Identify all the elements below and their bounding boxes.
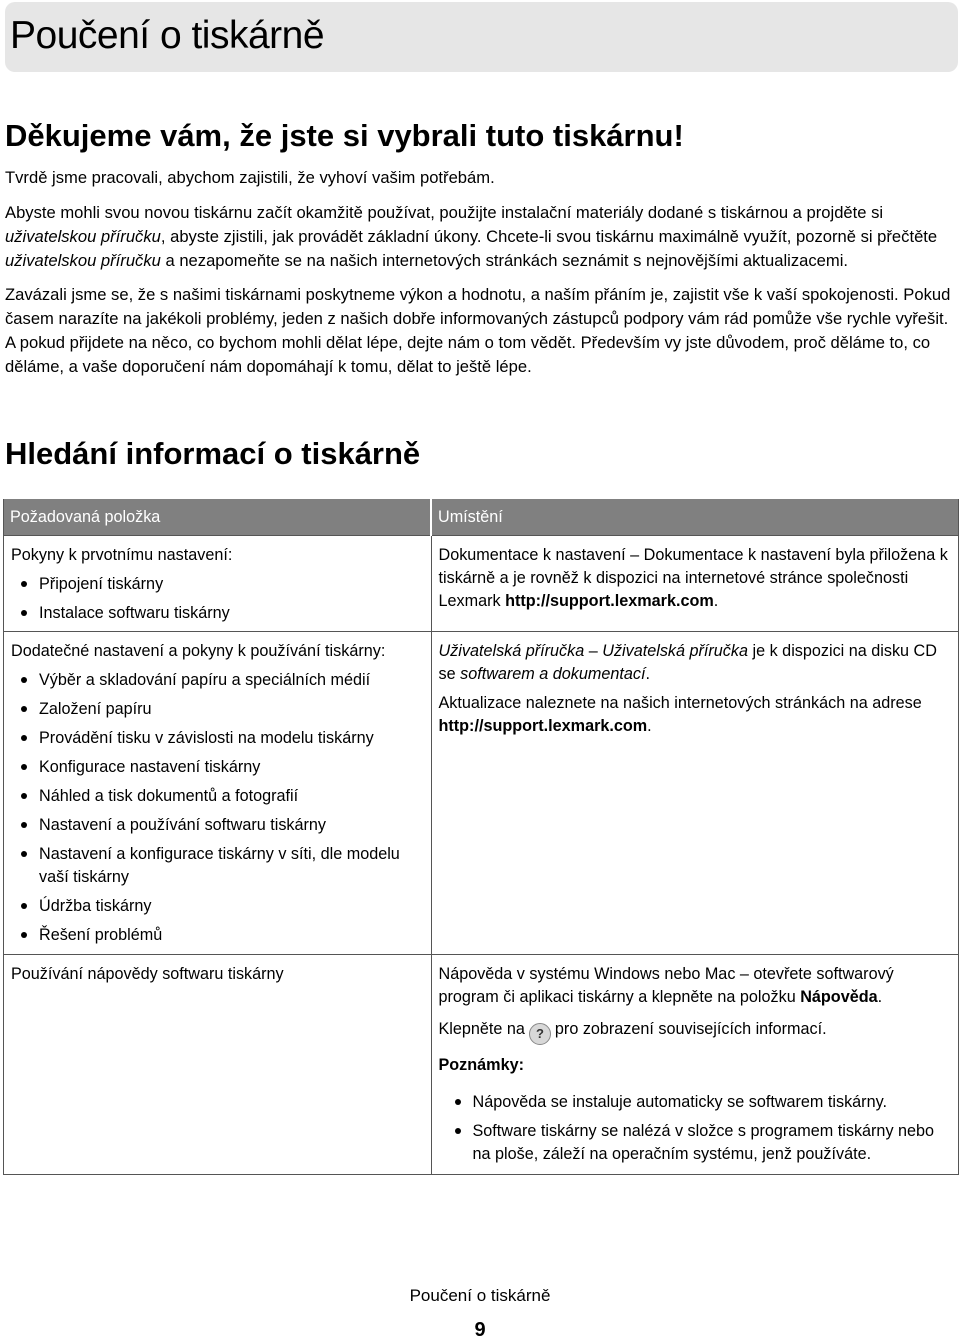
setup-text-2: , abyste zjistili, jak provádět základní úkony. Chcete-li svou tiskárnu maximálně využít, pozorně si přečtěte bbox=[160, 227, 938, 246]
list-item: Konfigurace nastavení tiskárny bbox=[11, 756, 425, 779]
lexmark-support-link[interactable]: http://support.lexmark.com bbox=[438, 717, 648, 735]
row1-bullet-list bbox=[11, 573, 425, 625]
user-guide-ref: Uživatelská příručka bbox=[438, 642, 585, 660]
help-menu-label: Nápověda bbox=[800, 988, 878, 1006]
notes-label: Poznámky: bbox=[438, 1056, 524, 1074]
thanks-heading: Děkujeme vám, že jste si vybrali tuto tiskárnu! bbox=[5, 118, 684, 153]
table-row bbox=[4, 955, 959, 1175]
table-row bbox=[4, 536, 959, 632]
software-cd-ref: softwarem a dokumentací bbox=[460, 665, 646, 683]
list-item: Řešení problémů bbox=[11, 924, 425, 947]
list-item: Založení papíru bbox=[11, 698, 425, 721]
row2-item-title: Dodatečné nastavení a pokyny k používání tiskárny: bbox=[11, 642, 386, 660]
click-prefix: Klepněte na bbox=[438, 1020, 525, 1038]
table-row bbox=[4, 632, 959, 955]
row1-location-desc: Dokumentace k nastavení – Dokumentace k nastavení byla přiložena k tiskárně a je rovněž k dispozici na internetové stránce společnosti Lexmark bbox=[438, 546, 948, 610]
help-desc: Nápověda v systému Windows nebo Mac – otevřete softwarový program či aplikaci tiskárny a klepněte na položku bbox=[438, 965, 894, 1006]
row3-item-title: Používání nápovědy softwaru tiskárny bbox=[11, 965, 284, 983]
table-cell-item bbox=[4, 955, 432, 1175]
page-number: 9 bbox=[474, 1319, 486, 1341]
table-cell-location bbox=[431, 632, 959, 955]
user-guide-ref-2: uživatelskou příručku bbox=[5, 251, 161, 270]
row3-help-text bbox=[439, 963, 953, 1009]
updates-text: Aktualizace naleznete na našich internetových stránkách na adrese bbox=[438, 694, 922, 712]
column-header-item: Požadovaná položka bbox=[4, 499, 432, 536]
info-heading: Hledání informací o tiskárně bbox=[5, 436, 421, 471]
list-item: Nastavení a používání softwaru tiskárny bbox=[11, 814, 425, 837]
help-desc-end: . bbox=[877, 988, 883, 1006]
lexmark-support-link[interactable]: http://support.lexmark.com bbox=[505, 592, 714, 610]
guide-location-text: je k dispozici na disku CD se bbox=[438, 642, 937, 683]
row2-location-updates bbox=[439, 692, 953, 738]
row2-bullet-list bbox=[11, 669, 425, 947]
main-content bbox=[5, 117, 959, 473]
info-table bbox=[3, 499, 959, 1175]
list-item: Výběr a skladování papíru a speciálních médií bbox=[11, 669, 425, 692]
guide-location-end: . bbox=[645, 665, 650, 683]
table-cell-location bbox=[431, 536, 959, 632]
row1-location-text bbox=[439, 544, 953, 613]
list-item: Nápověda se instaluje automaticky se softwarem tiskárny. bbox=[439, 1091, 953, 1114]
table-cell-item bbox=[4, 632, 432, 955]
user-guide-ref-1: uživatelskou příručku bbox=[5, 227, 161, 246]
commitment-paragraph: Zavázali jsme se, že s našimi tiskárnami poskytneme výkon a hodnotu, a naším přáním je, zajistit vše k vaší spokojenosti. Pokud časem narazíte na jakékoli problémy, jeden z našich dobře informovaných zástupců podpory vám rád pomůže vše rychle vyřešit. A pokud přijdete na něco, co bychom mohli dělat lépe, dejte nám o tom vědět. Především vy jste důvodem, proč děláme to, co děláme, a vaše doporučení nám dopomáhají k tomu, dělat to ještě lépe. bbox=[5, 285, 951, 376]
column-header-location: Umístění bbox=[431, 499, 959, 536]
footer-title: Poučení o tiskárně bbox=[409, 1286, 551, 1305]
intro-paragraph: Tvrdě jsme pracovali, abychom zajistili, že vyhoví vašim potřebám. bbox=[5, 168, 495, 187]
updates-end: . bbox=[647, 717, 652, 735]
page-banner bbox=[5, 2, 958, 72]
setup-text-1: Abyste mohli svou novou tiskárnu začít okamžitě používat, použijte instalační materiály dodané s tiskárnou a projděte si bbox=[5, 203, 884, 222]
list-item: Údržba tiskárny bbox=[11, 895, 425, 918]
table-cell-item bbox=[4, 536, 432, 632]
row2-location-guide bbox=[439, 640, 953, 686]
help-question-icon: ? bbox=[529, 1023, 551, 1045]
list-item: Instalace softwaru tiskárny bbox=[11, 602, 425, 625]
row1-location-end: . bbox=[713, 592, 719, 610]
table-cell-location bbox=[431, 955, 959, 1175]
click-suffix: pro zobrazení souvisejících informací. bbox=[554, 1020, 827, 1038]
page-title: Poučení o tiskárně bbox=[10, 14, 325, 57]
row3-click-text bbox=[439, 1018, 953, 1045]
setup-text-3: a nezapomeňte se na našich internetových stránkách seznámit s nejnovějšími aktualizacemi. bbox=[160, 251, 849, 270]
row1-item-title: Pokyny k prvotnímu nastavení: bbox=[11, 546, 233, 564]
list-item: Software tiskárny se nalézá v složce s programem tiskárny nebo na ploše, záleží na operačním systému, jenž používáte. bbox=[439, 1120, 953, 1166]
table-header-row bbox=[4, 499, 959, 536]
user-guide-ref: Uživatelská příručka bbox=[602, 642, 748, 660]
list-item: Nastavení a konfigurace tiskárny v síti, dle modelu vaší tiskárny bbox=[11, 843, 425, 889]
list-item: Připojení tiskárny bbox=[11, 573, 425, 596]
setup-paragraph bbox=[5, 201, 959, 273]
list-item: Provádění tisku v závislosti na modelu tiskárny bbox=[11, 727, 425, 750]
dash-separator: – bbox=[584, 642, 603, 660]
notes-list bbox=[439, 1091, 953, 1166]
list-item: Náhled a tisk dokumentů a fotografií bbox=[11, 785, 425, 808]
